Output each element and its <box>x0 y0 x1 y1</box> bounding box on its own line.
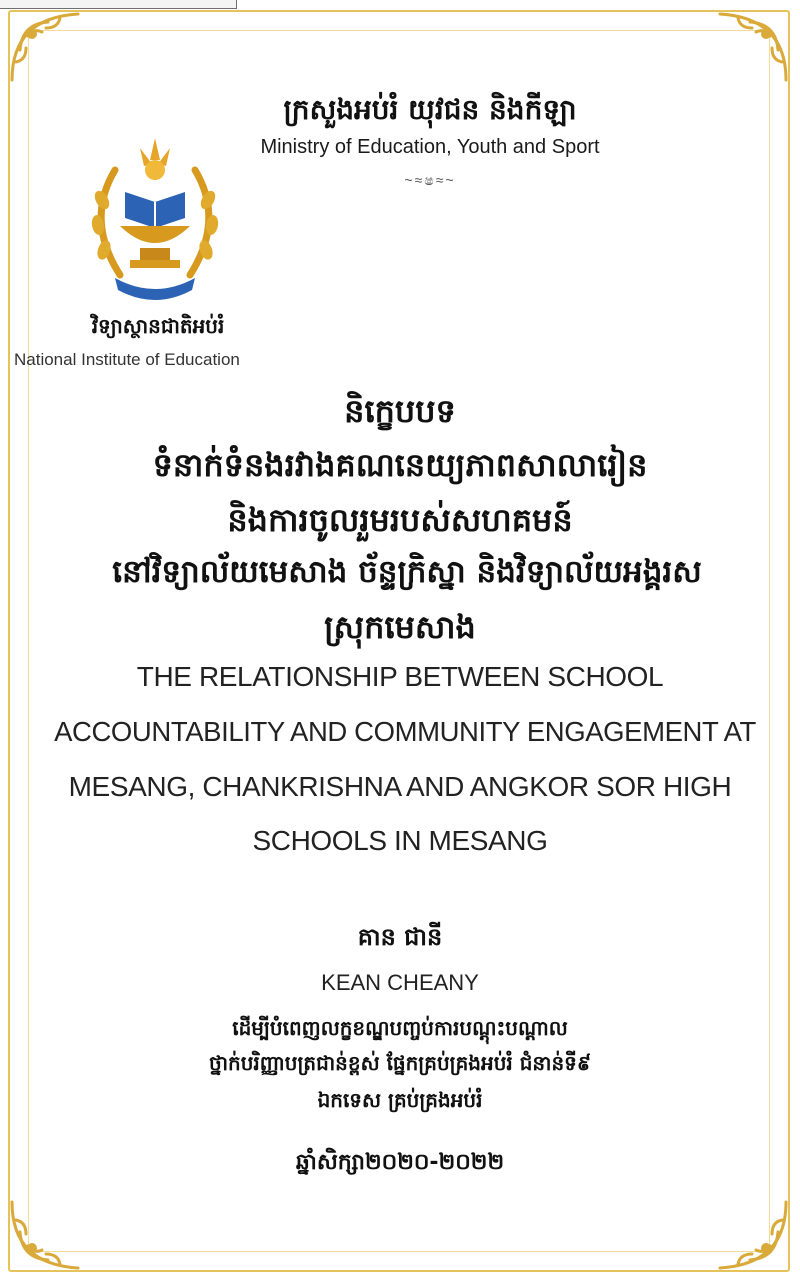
ministry-name-en: Ministry of Education, Youth and Sport <box>260 136 600 158</box>
title-kh-line: ស្រុកមេសាង <box>324 608 476 646</box>
ministry-name-kh: ក្រសួងអប់រំ យុវជន និងកីឡា <box>283 93 577 126</box>
degree-statement-line: ឯកទេស គ្រប់គ្រងអប់រំ <box>317 1088 483 1112</box>
title-kh-line: និងការចូលរួមរបស់សហគមន៍ <box>227 501 573 539</box>
title-en-line: THE RELATIONSHIP BETWEEN SCHOOL <box>136 661 664 692</box>
title-kh-line: នៅវិទ្យាល័យមេសាង ច័ន្ទក្រិស្នា និងវិទ្យាល័យអង្គរស <box>112 554 702 590</box>
header-divider-ornament: ~≈ෂ≈~ <box>404 172 456 188</box>
title-en-line: MESANG, CHANKRISHNA AND ANGKOR SOR HIGH <box>68 771 732 802</box>
title-kh-line: ទំនាក់ទំនងរវាងគណនេយ្យភាពសាលារៀន <box>152 446 648 484</box>
title-en-line: ACCOUNTABILITY AND COMMUNITY ENGAGEMENT AT <box>54 716 756 747</box>
thesis-label-kh: និក្ខេបបទ <box>344 392 456 430</box>
nie-emblem-icon <box>80 130 230 310</box>
author-name-en: KEAN CHEANY <box>321 970 479 995</box>
title-en-line: SCHOOLS IN MESANG <box>252 825 548 856</box>
corner-ornament-icon <box>8 10 86 88</box>
academic-year: ឆ្នាំសិក្សា២០២០-២០២២ <box>295 1150 505 1175</box>
institute-name-en: National Institute of Education <box>14 350 240 369</box>
degree-statement-line: ថ្នាក់បរិញ្ញាបត្រជាន់ខ្ពស់ ផ្នែកគ្រប់គ្រងអប់រំ ជំនាន់ទី៩ <box>209 1051 591 1075</box>
author-name-kh: គាន ជានី <box>357 923 443 951</box>
corner-ornament-icon <box>712 10 790 88</box>
corner-ornament-icon <box>712 1194 790 1272</box>
corner-ornament-icon <box>8 1194 86 1272</box>
window-tab-remnant <box>0 0 237 9</box>
degree-statement-line: ដើម្បីបំពេញលក្ខខណ្ឌបញ្ចប់ការបណ្តុះបណ្តាល <box>232 1016 568 1040</box>
institute-name-kh: វិទ្យាស្ថានជាតិអប់រំ <box>91 314 225 338</box>
